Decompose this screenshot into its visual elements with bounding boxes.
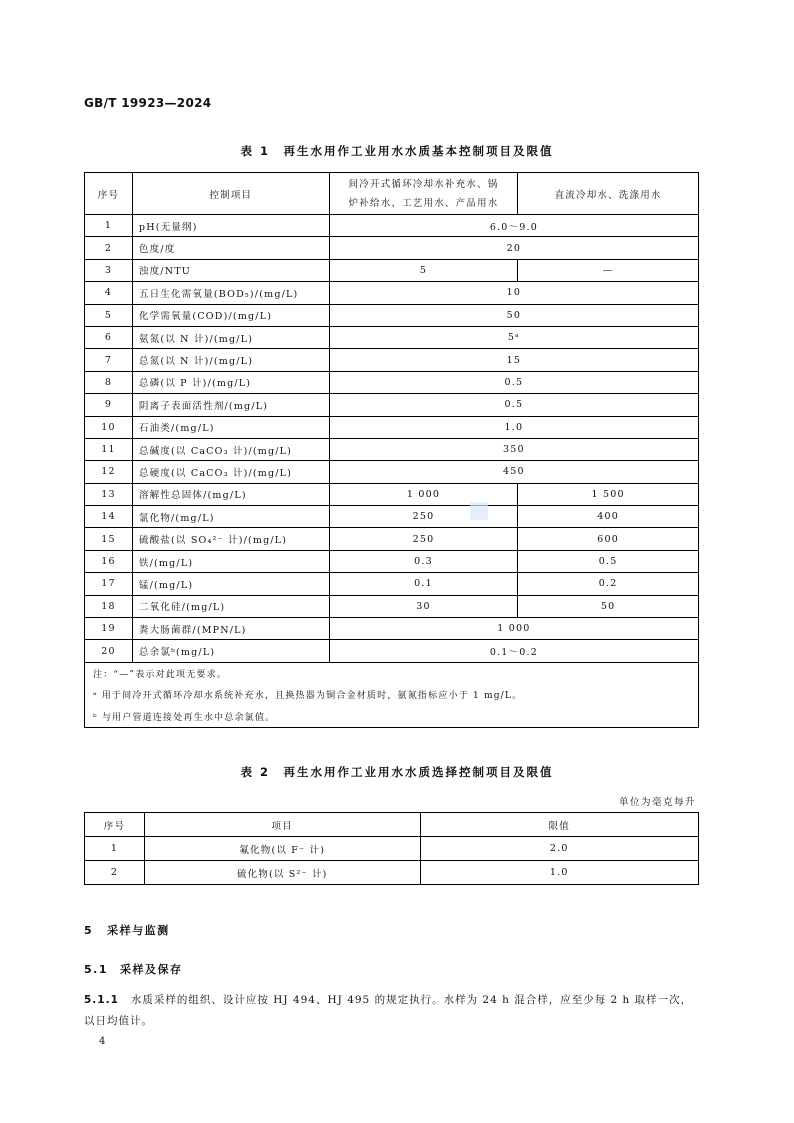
table1-cell-item: pH(无量纲) bbox=[132, 215, 329, 237]
table1-cell-no: 10 bbox=[85, 416, 133, 438]
table2-row bbox=[85, 861, 699, 885]
table1-cell-no: 9 bbox=[85, 394, 133, 416]
clause-5-1-1-text: 水质采样的组织、设计应按 HJ 494、HJ 495 的规定执行。水样为 24 h 混合样，应至少每 2 h 取样一次，以日均值计。 bbox=[84, 994, 693, 1027]
table1-note-row bbox=[85, 662, 699, 684]
table1-row bbox=[85, 573, 699, 595]
table2-cell-item: 硫化物(以 S²⁻ 计) bbox=[144, 861, 420, 885]
table1-cell-limit-col2: 0.2 bbox=[518, 573, 699, 595]
table1-cell-limit-col1: 250 bbox=[329, 528, 517, 550]
table1-cell-limit-merged: 15 bbox=[329, 349, 698, 371]
table1-cell-item: 氯化物/(mg/L) bbox=[132, 506, 329, 528]
table1-cell-item: 硫酸盐(以 SO₄²⁻ 计)/(mg/L) bbox=[132, 528, 329, 550]
table1-cell-limit-col1: 1 000 bbox=[329, 483, 517, 505]
table2-title: 表 2 再生水用作工业用水水质选择控制项目及限值 bbox=[240, 765, 554, 779]
table1-row bbox=[85, 461, 699, 483]
table1-cell-item: 二氧化硅/(mg/L) bbox=[132, 595, 329, 617]
table1 bbox=[84, 172, 699, 728]
table1-footnote-a: ᵃ 用于间冷开式循环冷却水系统补充水，且换热器为铜合金材质时，氨氮指标应小于 1 mg/L。 bbox=[85, 684, 699, 705]
table1-cell-no: 17 bbox=[85, 573, 133, 595]
table1-cell-no: 13 bbox=[85, 483, 133, 505]
table1-header-col2: 直流冷却水、洗涤用水 bbox=[518, 173, 699, 215]
table1-row bbox=[85, 326, 699, 348]
table1-cell-no: 3 bbox=[85, 259, 133, 281]
table1-cell-limit-merged: 0.5 bbox=[329, 394, 698, 416]
table2-header-limit: 限值 bbox=[420, 813, 698, 837]
table2-header-no: 序号 bbox=[85, 813, 145, 837]
table1-row bbox=[85, 215, 699, 237]
table1-cell-limit-merged: 0.1～0.2 bbox=[329, 640, 698, 662]
table1-cell-item: 粪大肠菌群/(MPN/L) bbox=[132, 618, 329, 640]
table2-cell-item: 氟化物(以 F⁻ 计) bbox=[144, 837, 420, 861]
table1-row bbox=[85, 506, 699, 528]
table1-cell-no: 4 bbox=[85, 282, 133, 304]
table1-cell-no: 5 bbox=[85, 304, 133, 326]
clause-5-1-1-number: 5.1.1 bbox=[84, 994, 119, 1006]
section-5-title: 采样与监测 bbox=[107, 924, 170, 937]
table2-header-row bbox=[85, 813, 699, 837]
table1-header-col1 bbox=[329, 173, 517, 215]
table1-footnote-a-row bbox=[85, 684, 699, 705]
table1-row bbox=[85, 282, 699, 304]
table1-cell-item: 五日生化需氧量(BOD₅)/(mg/L) bbox=[132, 282, 329, 304]
clause-5-1-1 bbox=[84, 990, 698, 1032]
section-5-number: 5 bbox=[84, 924, 94, 937]
table1-cell-no: 19 bbox=[85, 618, 133, 640]
table1-cell-no: 2 bbox=[85, 237, 133, 259]
table1-header-col1-line2: 炉补给水、工艺用水、产品用水 bbox=[348, 197, 499, 209]
table1-note: 注：“—”表示对此项无要求。 bbox=[85, 662, 699, 684]
table2 bbox=[84, 812, 699, 885]
table1-row bbox=[85, 259, 699, 281]
table1-footnote-b-row bbox=[85, 706, 699, 728]
table2-cell-limit: 2.0 bbox=[420, 837, 698, 861]
table1-cell-limit-merged: 5ᵃ bbox=[329, 326, 698, 348]
table1-cell-limit-merged: 1.0 bbox=[329, 416, 698, 438]
table1-row bbox=[85, 304, 699, 326]
section-5-1-heading bbox=[84, 961, 183, 977]
table1-row bbox=[85, 483, 699, 505]
table1-cell-limit-col2: 400 bbox=[518, 506, 699, 528]
table1-cell-limit-col2: 600 bbox=[518, 528, 699, 550]
table1-cell-item: 总磷(以 P 计)/(mg/L) bbox=[132, 371, 329, 393]
table1-row bbox=[85, 371, 699, 393]
table2-cell-no: 2 bbox=[85, 861, 145, 885]
table1-cell-item: 总余氯ᵇ(mg/L) bbox=[132, 640, 329, 662]
table1-cell-no: 14 bbox=[85, 506, 133, 528]
table1-cell-item: 铁/(mg/L) bbox=[132, 550, 329, 572]
table1-cell-no: 6 bbox=[85, 326, 133, 348]
table1-row bbox=[85, 595, 699, 617]
table1-cell-item: 氨氮(以 N 计)/(mg/L) bbox=[132, 326, 329, 348]
table1-cell-limit-col2: 0.5 bbox=[518, 550, 699, 572]
table2-header-item: 项目 bbox=[144, 813, 420, 837]
table1-row bbox=[85, 640, 699, 662]
document-id: GB/T 19923—2024 bbox=[84, 96, 212, 110]
table1-cell-no: 1 bbox=[85, 215, 133, 237]
table2-cell-no: 1 bbox=[85, 837, 145, 861]
table1-cell-limit-merged: 6.0～9.0 bbox=[329, 215, 698, 237]
table1-row bbox=[85, 349, 699, 371]
table1-cell-item: 总氮(以 N 计)/(mg/L) bbox=[132, 349, 329, 371]
table1-cell-item: 总碱度(以 CaCO₃ 计)/(mg/L) bbox=[132, 438, 329, 460]
table1-cell-limit-merged: 1 000 bbox=[329, 618, 698, 640]
table1-cell-no: 20 bbox=[85, 640, 133, 662]
table1-cell-limit-col2: 1 500 bbox=[518, 483, 699, 505]
table1-header-item: 控制项目 bbox=[132, 173, 329, 215]
table1-row bbox=[85, 416, 699, 438]
table1-row bbox=[85, 550, 699, 572]
table1-cell-limit-merged: 0.5 bbox=[329, 371, 698, 393]
watermark-stamp bbox=[470, 502, 488, 520]
table2-unit: 单位为毫克每升 bbox=[618, 797, 696, 808]
table1-cell-limit-merged: 450 bbox=[329, 461, 698, 483]
table1-row bbox=[85, 528, 699, 550]
table1-row bbox=[85, 618, 699, 640]
table1-title: 表 1 再生水用作工业用水水质基本控制项目及限值 bbox=[240, 144, 554, 158]
table1-cell-item: 化学需氧量(COD)/(mg/L) bbox=[132, 304, 329, 326]
table1-cell-limit-col2: — bbox=[518, 259, 699, 281]
table1-cell-limit-col1: 0.1 bbox=[329, 573, 517, 595]
table1-header-no: 序号 bbox=[85, 173, 133, 215]
table1-cell-item: 总硬度(以 CaCO₃ 计)/(mg/L) bbox=[132, 461, 329, 483]
table1-cell-limit-col2: 50 bbox=[518, 595, 699, 617]
table1-row bbox=[85, 394, 699, 416]
table1-cell-no: 15 bbox=[85, 528, 133, 550]
table1-cell-item: 锰/(mg/L) bbox=[132, 573, 329, 595]
table1-cell-limit-merged: 10 bbox=[329, 282, 698, 304]
table1-cell-item: 石油类/(mg/L) bbox=[132, 416, 329, 438]
table1-cell-no: 7 bbox=[85, 349, 133, 371]
table1-cell-item: 浊度/NTU bbox=[132, 259, 329, 281]
table1-header-col1-line1: 间冷开式循环冷却水补充水、锅 bbox=[348, 178, 499, 190]
table1-cell-no: 11 bbox=[85, 438, 133, 460]
page-number: 4 bbox=[99, 1036, 106, 1047]
table1-cell-limit-merged: 350 bbox=[329, 438, 698, 460]
table1-cell-limit-col1: 5 bbox=[329, 259, 517, 281]
table1-cell-no: 8 bbox=[85, 371, 133, 393]
table1-cell-no: 12 bbox=[85, 461, 133, 483]
table1-row bbox=[85, 237, 699, 259]
table1-cell-limit-col1: 0.3 bbox=[329, 550, 517, 572]
table1-cell-item: 溶解性总固体/(mg/L) bbox=[132, 483, 329, 505]
section-5-1-number: 5.1 bbox=[84, 963, 108, 976]
table2-row bbox=[85, 837, 699, 861]
table1-row bbox=[85, 438, 699, 460]
table2-cell-limit: 1.0 bbox=[420, 861, 698, 885]
table1-cell-no: 18 bbox=[85, 595, 133, 617]
table1-cell-no: 16 bbox=[85, 550, 133, 572]
section-5-heading bbox=[84, 922, 170, 938]
section-5-1-title: 采样及保存 bbox=[120, 963, 183, 976]
table1-cell-item: 阴离子表面活性剂/(mg/L) bbox=[132, 394, 329, 416]
table1-cell-limit-col1: 30 bbox=[329, 595, 517, 617]
table1-cell-limit-merged: 50 bbox=[329, 304, 698, 326]
table1-cell-limit-merged: 20 bbox=[329, 237, 698, 259]
table1-cell-limit-col1: 250 bbox=[329, 506, 517, 528]
table1-cell-item: 色度/度 bbox=[132, 237, 329, 259]
table1-header-row bbox=[85, 173, 699, 215]
table1-footnote-b: ᵇ 与用户管道连接处再生水中总余氯值。 bbox=[85, 706, 699, 728]
